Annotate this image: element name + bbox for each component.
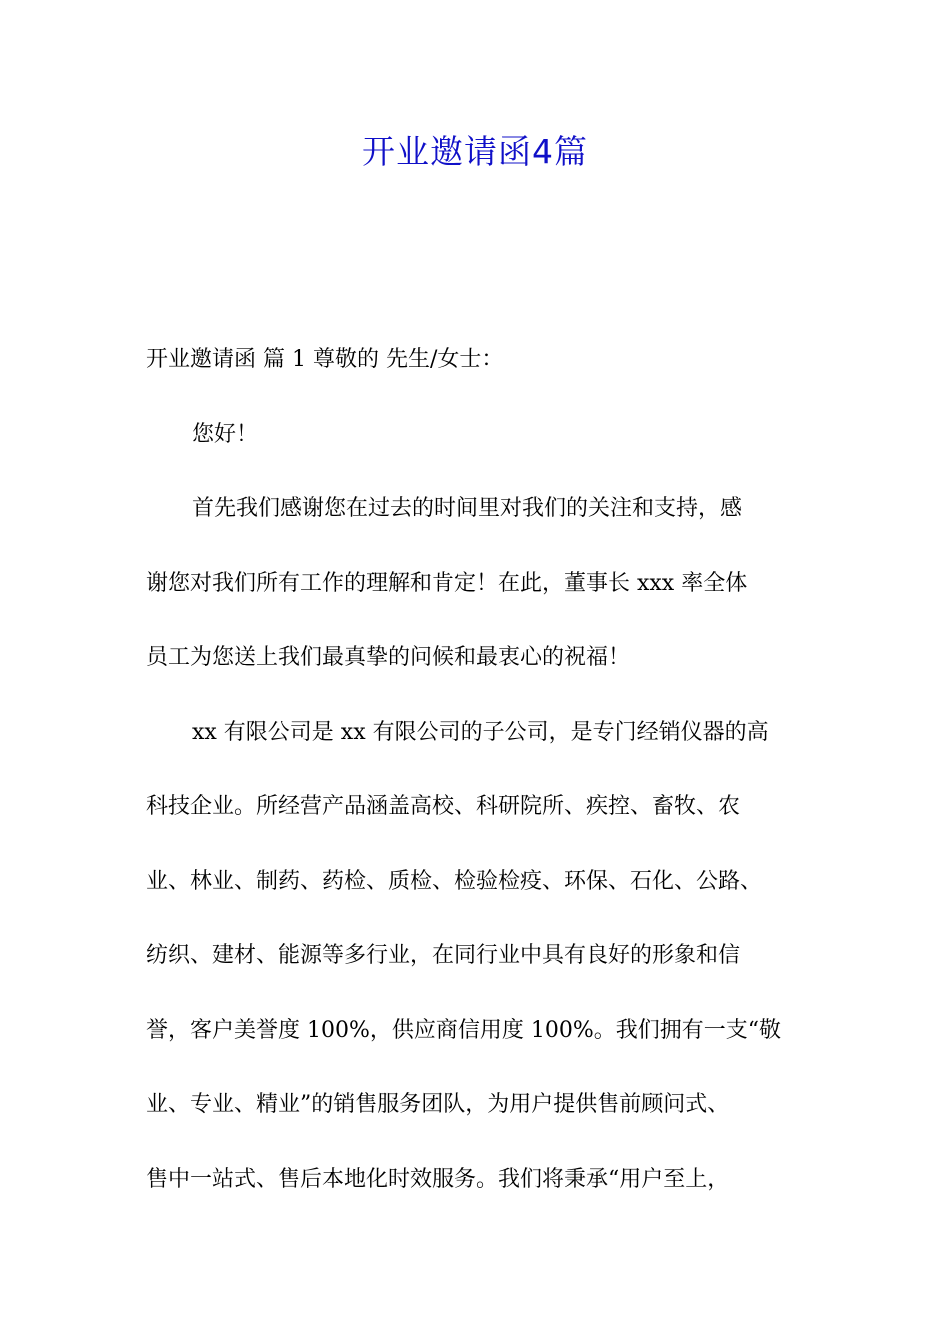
document-title: 开业邀请函4篇: [362, 132, 588, 171]
paragraph-line: 誉，客户美誉度 100%，供应商信用度 100%。我们拥有一支“敬: [146, 1017, 782, 1043]
salutation-line: 开业邀请函 篇 1 尊敬的 先生/女士：: [146, 347, 504, 372]
paragraph-line: xx 有限公司是 xx 有限公司的子公司，是专门经销仪器的高: [192, 719, 769, 745]
paragraph-line: 售中一站式、售后本地化时效服务。我们将秉承“用户至上，: [146, 1166, 730, 1192]
document-body: [146, 340, 826, 1234]
paragraph-line: 员工为您送上我们最真挚的问候和最衷心的祝福！: [146, 645, 631, 670]
greeting-line: 您好！: [192, 421, 259, 447]
paragraph-line: 业、林业、制药、药检、质检、检验检疫、环保、石化、公路、: [146, 868, 763, 894]
paragraph-line: 科技企业。所经营产品涵盖高校、科研院所、疾控、畜牧、农: [146, 794, 741, 819]
paragraph-line: 纺织、建材、能源等多行业，在同行业中具有良好的形象和信: [146, 943, 741, 968]
paragraph-line: 业、专业、精业”的销售服务团队，为用户提供售前顾问式、: [146, 1092, 730, 1117]
paragraph-line: 谢您对我们所有工作的理解和肯定！在此，董事长 xxx 率全体: [146, 570, 748, 596]
paragraph-line: 首先我们感谢您在过去的时间里对我们的关注和支持，感: [192, 496, 743, 521]
